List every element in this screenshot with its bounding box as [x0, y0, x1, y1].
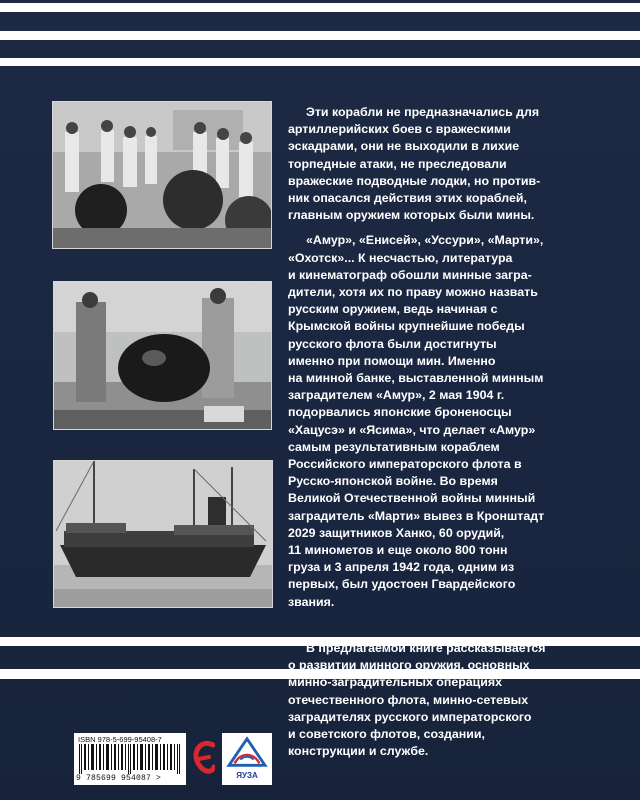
top-stripe-1 — [0, 3, 640, 12]
yauza-logo-icon — [222, 735, 272, 771]
annotation-text — [288, 640, 616, 760]
isbn-barcode — [74, 733, 186, 785]
text-line: Крымской войны крупнейшие победы — [288, 319, 525, 334]
text-line: отечественного флота, минно-сетевых — [288, 692, 529, 707]
text-line: и кинематограф обошли минные загра- — [288, 267, 532, 282]
top-stripe-3 — [0, 58, 640, 66]
paragraph-2 — [288, 232, 616, 610]
text-line: артиллерийских боев с вражескими — [288, 122, 511, 137]
text-line: заградитель «Марти» вывез в Кронштадт — [288, 508, 545, 523]
yauza-logo — [222, 733, 272, 785]
text-line: Российского императорского флота в — [288, 457, 522, 472]
text-line: «Хацусэ» и «Ясима», что делает «Амур» — [288, 422, 536, 437]
yauza-label: ЯУЗА — [236, 771, 258, 780]
text-line: В предлагаемой книге рассказывается — [306, 641, 546, 655]
text-line: звания. — [288, 594, 335, 609]
barcode-icon — [79, 744, 181, 774]
top-stripe-2 — [0, 31, 640, 40]
text-line: «Охотск»... К несчастью, литература — [288, 250, 513, 265]
text-line: русским оружием, ведь начиная с — [288, 302, 498, 317]
text-line: торпедные атаки, не преследовали — [288, 156, 507, 171]
eksmo-logo-icon — [193, 737, 215, 781]
text-line: именно при помощи мин. Именно — [288, 353, 496, 368]
isbn-label: ISBN 978-5-699-95408-7 — [78, 735, 162, 744]
text-line: «Амур», «Енисей», «Уссури», «Марти», — [306, 233, 544, 248]
text-line: заградителем «Амур», 2 мая 1904 г. — [288, 388, 505, 403]
paragraph-1 — [288, 104, 616, 224]
text-line: 11 минометов и еще около 800 тонн — [288, 543, 508, 558]
text-line: конструкции и службе. — [288, 744, 429, 759]
text-line: и советского флотов, создании, — [288, 727, 485, 742]
text-line: первых, был удостоен Гвардейского — [288, 577, 516, 592]
text-line: 2029 защитников Ханко, 60 орудий, — [288, 525, 505, 540]
text-line: русского флота были достигнуты — [288, 336, 497, 351]
text-line: эскадрами, они не выходили в лихие — [288, 139, 520, 154]
text-line: груза и 3 апреля 1942 года, одним из — [288, 560, 515, 575]
barcode-number: 9 785699 954087 > — [76, 774, 162, 783]
mine-on-deck-photo — [53, 281, 272, 430]
text-line: заградителях русского императорского — [288, 709, 532, 724]
text-line: главным оружием которых были мины. — [288, 208, 535, 223]
text-line: самым результативным кораблем — [288, 439, 500, 454]
text-line: Русско-японской войне. Во время — [288, 474, 498, 489]
text-line: на минной банке, выставленной минным — [288, 371, 544, 386]
text-line: вражеские подводные лодки, но против- — [288, 173, 541, 188]
text-line: ник опасался действия этих кораблей, — [288, 191, 527, 206]
description-text — [288, 104, 616, 611]
minelayer-ship-photo — [53, 460, 273, 608]
text-line: Великой Отечественной войны минный — [288, 491, 536, 506]
text-line: минно-заградительных операциях — [288, 675, 503, 690]
text-line: дители, хотя их по праву можно назвать — [288, 285, 538, 300]
text-line: подорвались японские броненосцы — [288, 405, 512, 420]
text-line: о развитии минного оружия, основных — [288, 658, 530, 673]
sailors-with-mines-photo — [52, 101, 272, 249]
text-line: Эти корабли не предназначались для — [306, 105, 540, 119]
